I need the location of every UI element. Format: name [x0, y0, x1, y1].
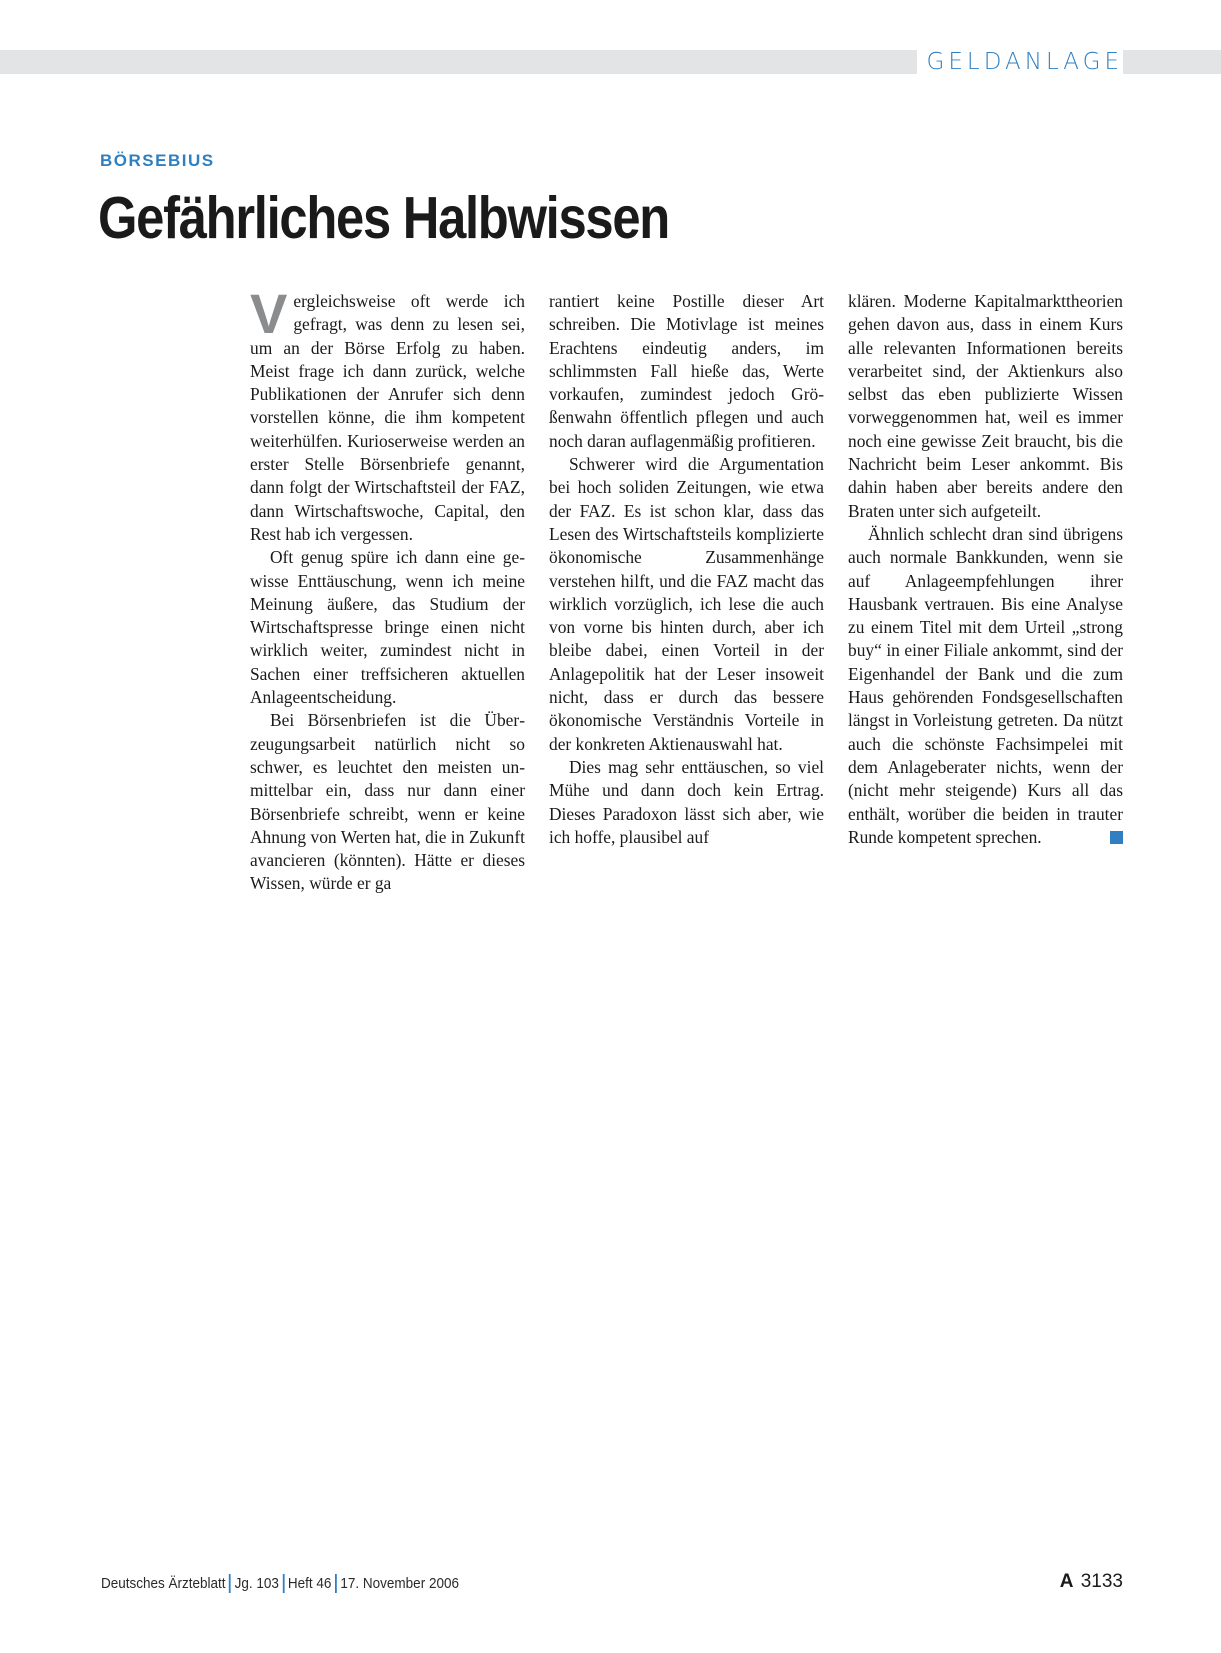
- drop-cap: V: [250, 282, 288, 345]
- page-number-value: 3133: [1080, 1571, 1123, 1592]
- paragraph: rantiert keine Postille dieser Art schreiben. Die Motivlage ist meines Erachtens eindeutig anders, im schlimmsten Fall hieße das, Werte vorkaufen, zumindest jedoch Größenwahn öffentlich pflegen und auch noch daran auflagenmäßig profitieren.: [549, 291, 824, 451]
- article-kicker: BÖRSEBIUS: [100, 151, 215, 170]
- volume: Jg. 103: [234, 1575, 279, 1592]
- separator: [229, 1574, 231, 1593]
- paragraph: [848, 523, 1123, 849]
- paragraph-text: ergleichsweise oft werde ich gefragt, was denn zu lesen sei, um an der Börse Erfolg zu haben. Meist frage ich dann zurück, welche Publikationen der Anrufer sich denn vorstellen könne, die ihm kompetent weiterhülfen. Kurioserweise werden an erster Stelle Börsenbriefe genannt, dann folgt der Wirtschaftsteil der FAZ, dann Wirtschaftswoche, Capital, den Rest hab ich vergessen.: [250, 291, 525, 544]
- separator: [335, 1574, 337, 1593]
- page-number: [1060, 1571, 1123, 1593]
- paragraph: Oft genug spüre ich dann eine gewisse Enttäuschung, wenn ich meine Meinung äußere, das Studium der Wirtschaftspresse bringe einen nicht wirklich weiter, zumindest nicht in Sachen einer treffsicheren aktuellen Anlageentscheidung.: [250, 547, 525, 708]
- text-column-1: [250, 282, 525, 896]
- page-prefix: A: [1059, 1571, 1074, 1592]
- article-title: Gefährliches Halbwissen: [98, 185, 669, 251]
- text-column-2: [549, 290, 824, 896]
- separator: [282, 1574, 284, 1593]
- end-of-article-icon: [1110, 831, 1123, 844]
- article-body: [250, 282, 1125, 896]
- paragraph: Bei Börsenbriefen ist die Überzeugungsarbeit natürlich nicht so schwer, es leuchtet den meisten unmittelbar ein, dass nur dann einer Börsenbriefe schreibt, wenn er keine Ahnung von Werten hat, die in Zukunft avancieren (könnten). Hätte er dieses Wissen, würde er ga: [250, 710, 525, 894]
- paragraph: klären. Moderne Kapitalmarkttheorien gehen davon aus, dass in einem Kurs alle relevanten Informationen bereits verarbeitet sind, der Aktienkurs also selbst das eben publizierte Wissen vorweggenommen hat, weil es immer noch eine gewisse Zeit braucht, bis die Nachricht beim Leser ankommt. Bis dahin haben aber bereits andere den Braten unter sich aufgeteilt.: [848, 291, 1123, 521]
- paragraph-text: Ähnlich schlecht dran sind übrigens auch normale Bankkunden, wenn sie auf Anlageempfehlungen ihrer Hausbank vertrauen. Bis eine Analyse zu einem Titel mit dem Urteil „strong buy“ in einer Filiale ankommt, sind der Eigenhandel der Bank und die zum Haus gehörenden Fondsgesellschaften längst in Vorleistung getreten. Da nützt auch die schönste Fachsimpelei mit dem Anlageberater nichts, wenn der (nicht mehr steigende) Kurs all das enthält, worüber die beiden in trauter Runde kompetent sprechen.: [848, 523, 1123, 847]
- issue-date: 17. November 2006: [340, 1575, 459, 1592]
- issue: Heft 46: [287, 1575, 332, 1592]
- paragraph: [250, 282, 525, 546]
- paragraph: Dies mag sehr enttäuschen, so viel Mühe und dann doch kein Ertrag. Dieses Paradoxon lässt sich aber, wie ich hoffe, plausibel auf: [549, 756, 824, 847]
- paragraph: Schwerer wird die Argumentation bei hoch soliden Zeitungen, wie etwa der FAZ. Es ist schon klar, dass das Lesen des Wirtschaftsteils komplizierte ökonomische Zusammenhänge verstehen hilft, und die FAZ macht das wirklich vorzüglich, ich lese die auch von vorne bis hinten durch, aber ich bleibe dabei, einen Vorteil in der Anlagepolitik hat der Leser insoweit nicht, dass er durch das bessere ökonomische Verständnis Vorteile in der konkreten Aktienauswahl hat.: [549, 454, 824, 754]
- footer-citation: [101, 1574, 459, 1593]
- section-label: GELDANLAGE: [917, 46, 1123, 78]
- journal-name: Deutsches Ärzteblatt: [101, 1575, 226, 1592]
- text-column-3: [848, 290, 1123, 896]
